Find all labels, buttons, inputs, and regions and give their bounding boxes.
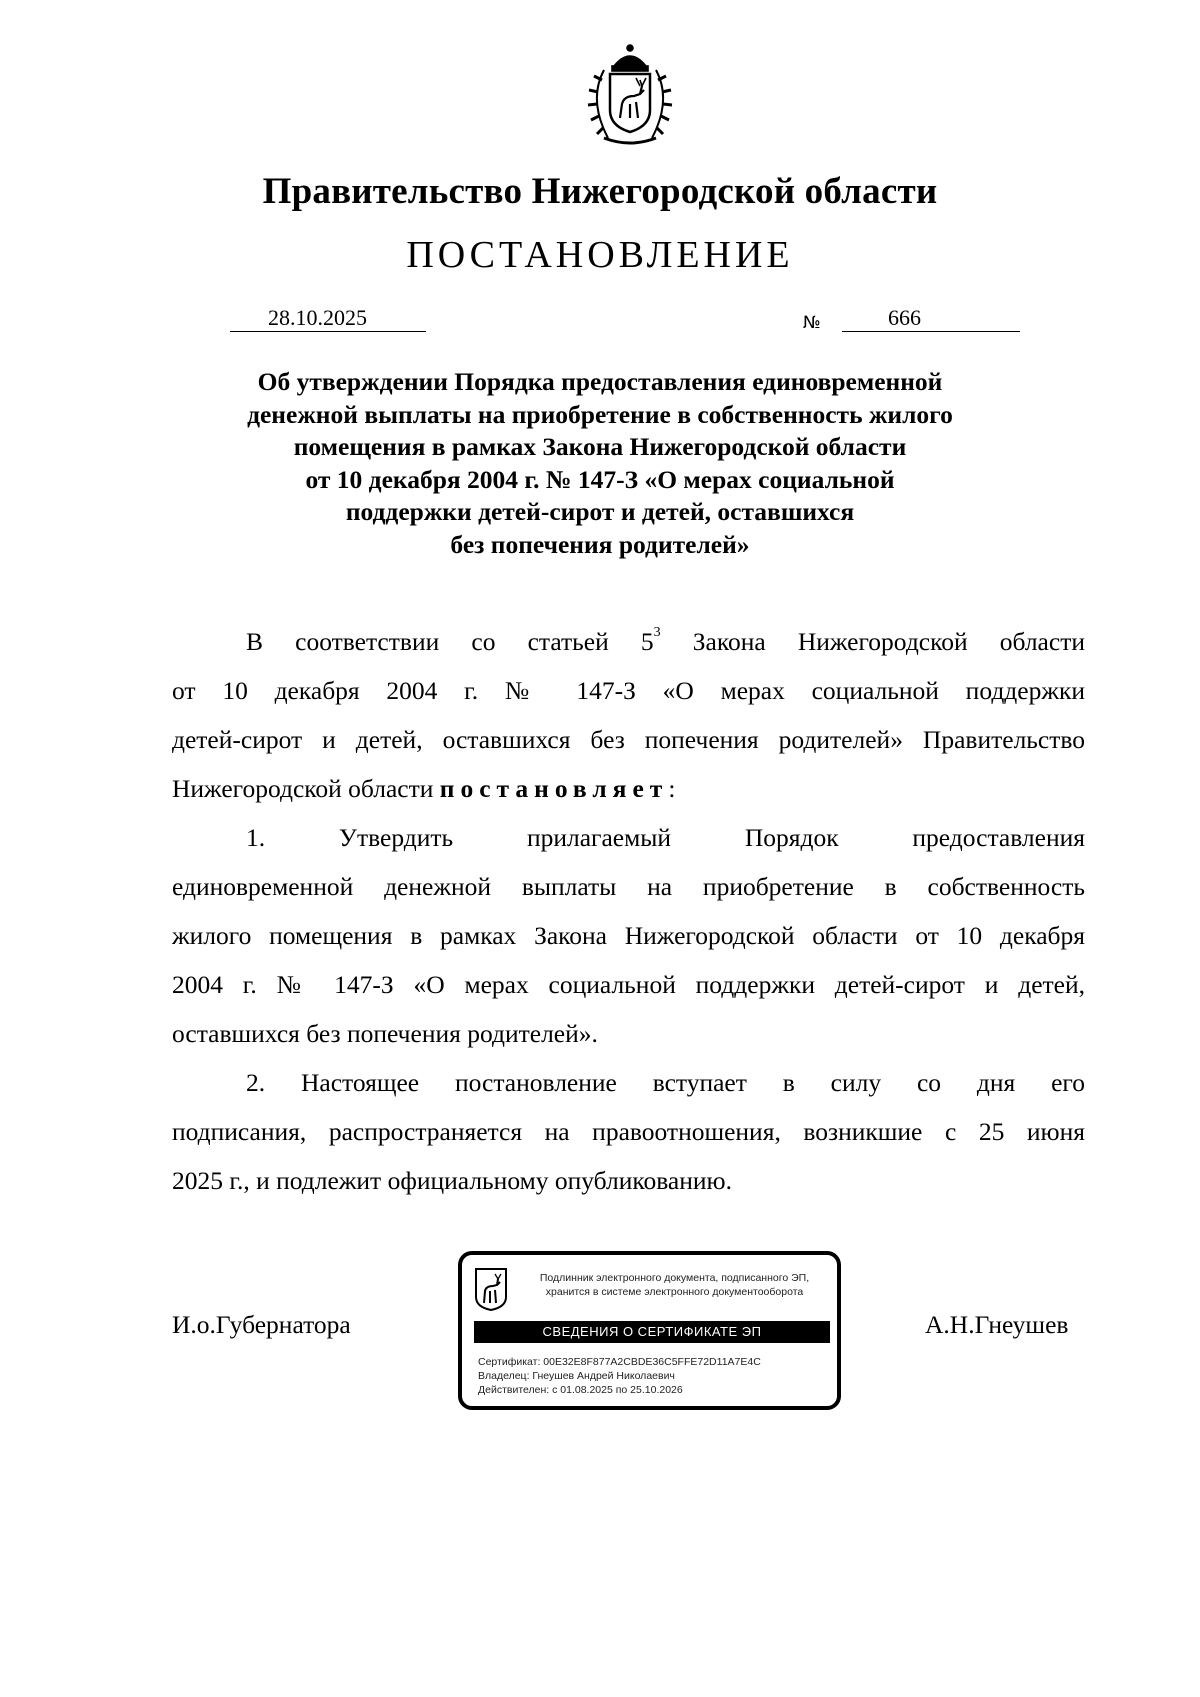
stamp-note-line: хранится в системе электронного документооборота	[545, 1286, 804, 1298]
clause-1-line: оставшихся без попечения родителей».	[172, 1019, 598, 1048]
certificate-id: Сертификат: 00E32E8F877A2CBDE36C5FFE72D11A7E4C	[478, 1356, 761, 1368]
document-type: ПОСТАНОВЛЕНИЕ	[406, 234, 794, 276]
clause-1-line: 1. Утвердить прилагаемый Порядок предоставления	[246, 823, 1085, 852]
signatory-name: А.Н.Гнеушев	[925, 1310, 1069, 1339]
deer-shield-icon	[474, 1267, 508, 1311]
electronic-signature-stamp	[458, 1251, 841, 1410]
subject-line: от 10 декабря 2004 г. № 147-З «О мерах социальной	[305, 464, 895, 494]
stamp-note-line: Подлинник электронного документа, подписанного ЭП,	[539, 1272, 810, 1284]
subject-line: помещения в рамках Закона Нижегородской области	[293, 432, 907, 461]
number-value: 666	[888, 305, 921, 330]
clause-2-line: 2. Настоящее постановление вступает в силу со дня его	[246, 1068, 1085, 1097]
certificate-info	[478, 1355, 761, 1397]
coat-of-arms-emblem	[574, 40, 686, 150]
date-value: 28.10.2025	[268, 305, 367, 330]
clause-1-line: 2004 г. № 147-З «О мерах социальной поддержки детей-сирот и детей,	[172, 970, 1085, 999]
clause-2-line: 2025 г., и подлежит официальному опубликованию.	[172, 1166, 732, 1195]
subject-line: денежной выплаты на приобретение в собственность жилого	[247, 399, 953, 429]
preamble-line: детей-сирот и детей, оставшихся без попечения родителей» Правительство	[172, 725, 1085, 754]
clause-1-line: единовременной денежной выплаты на приобретение в собственность	[172, 872, 1085, 901]
certificate-validity: Действителен: с 01.08.2025 по 25.10.2026	[478, 1384, 683, 1396]
stamp-banner: СВЕДЕНИЯ О СЕРТИФИКАТЕ ЭП	[474, 1321, 830, 1343]
subject-line: без попечения родителей»	[450, 529, 750, 559]
preamble-line: от 10 декабря 2004 г. № 147-З «О мерах социальной поддержки	[172, 676, 1085, 705]
subject-line: поддержки детей-сирот и детей, оставшихся	[345, 497, 855, 526]
certificate-owner: Владелец: Гнеушев Андрей Николаевич	[478, 1370, 675, 1382]
document-body	[172, 625, 1085, 1125]
stamp-note	[522, 1271, 827, 1299]
document-date	[230, 305, 426, 332]
preamble-line: Нижегородской области постановляет:	[172, 774, 676, 803]
document-number	[842, 305, 1020, 332]
clause-1-line: жилого помещения в рамках Закона Нижегородской области от 10 декабря	[172, 921, 1085, 950]
decree-word: постановляет	[439, 774, 669, 803]
clause-2	[172, 1066, 1085, 1216]
signatory-position: И.о.Губернатора	[172, 1310, 351, 1339]
preamble-line: В соответствии со статьей $5^3$ Закона Нижегородской области	[246, 625, 1085, 656]
document-subject	[180, 366, 1020, 561]
clause-2-line: подписания, распространяется на правоотношения, возникшие с 25 июня	[172, 1117, 1085, 1146]
number-sign: №	[803, 313, 821, 333]
subject-line: Об утверждении Порядка предоставления единовременной	[257, 367, 943, 396]
organization-title: Правительство Нижегородской области	[262, 171, 938, 212]
